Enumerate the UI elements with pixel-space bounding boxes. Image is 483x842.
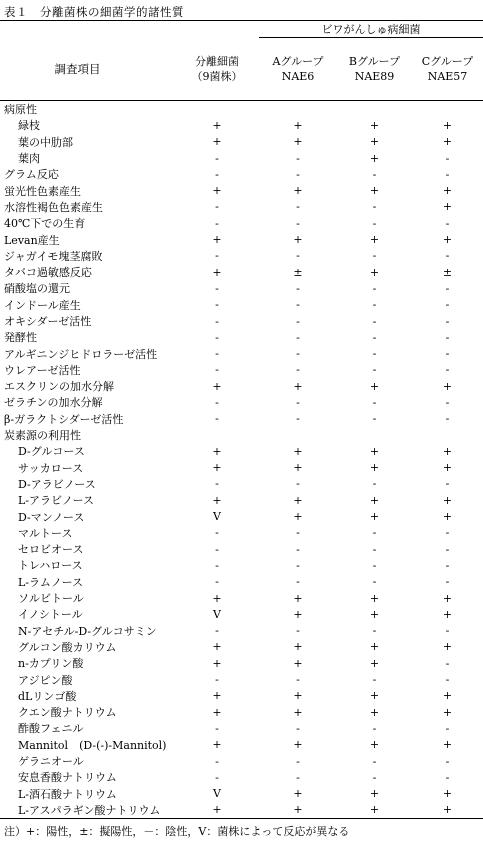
cell-value: +	[293, 640, 303, 654]
row-label: セロビオース	[18, 543, 84, 557]
cell-value: -	[372, 200, 377, 214]
cell-value	[175, 427, 259, 443]
cell-value: +	[442, 607, 453, 621]
cell-value: -	[372, 395, 377, 409]
table-row	[0, 557, 483, 573]
table-row	[0, 362, 483, 378]
cell-value: +	[369, 461, 380, 475]
cell-value: -	[372, 673, 377, 687]
cell-value: -	[215, 673, 219, 687]
cell-value: -	[372, 314, 377, 328]
table-row	[0, 215, 483, 231]
cell-value: -	[296, 754, 300, 768]
table-row	[0, 769, 483, 785]
row-label: グルコン酸カリウム	[18, 640, 117, 654]
cell-value: +	[369, 705, 380, 719]
cell-value: -	[296, 363, 300, 377]
cell-value: +	[442, 184, 453, 198]
cell-value: -	[296, 395, 300, 409]
cell-value: -	[372, 770, 377, 784]
cell-value: -	[372, 721, 377, 735]
cell-value: -	[215, 314, 219, 328]
row-label: 炭素源の利用性	[4, 429, 81, 443]
cell-value: -	[215, 330, 219, 344]
row-label: 40℃下での生育	[4, 217, 86, 231]
cell-value	[337, 101, 412, 118]
cell-value: +	[442, 510, 453, 524]
cell-value: -	[215, 216, 219, 230]
cell-value	[337, 427, 412, 443]
cell-value: +	[212, 705, 222, 719]
header-item-column: 調査項目	[0, 38, 175, 101]
cell-value: ±	[293, 265, 303, 279]
cell-value: +	[293, 705, 303, 719]
cell-value: -	[445, 249, 450, 263]
cell-value: +	[337, 802, 412, 819]
cell-value: +	[212, 461, 222, 475]
table-row	[0, 508, 483, 524]
group-title: ビワがんしゅ病細菌	[259, 21, 483, 38]
cell-value: +	[293, 493, 303, 507]
cell-value: +	[293, 233, 303, 247]
cell-value: -	[372, 298, 377, 312]
cell-value: -	[445, 151, 450, 165]
cell-value: -	[215, 412, 219, 426]
cell-value: -	[215, 249, 219, 263]
cell-value: +	[293, 738, 303, 752]
cell-value: -	[296, 151, 300, 165]
cell-value: +	[293, 461, 303, 475]
row-label: D-アラビノース	[18, 477, 96, 491]
cell-value: +	[212, 379, 222, 393]
row-label: 硝酸塩の還元	[4, 282, 70, 296]
header-row	[0, 38, 483, 101]
cell-value: +	[369, 656, 380, 670]
cell-value: -	[215, 347, 219, 361]
row-label: ソルビトール	[18, 592, 84, 606]
cell-value: -	[215, 542, 219, 556]
cell-value: +	[293, 591, 303, 605]
cell-value: -	[445, 281, 450, 295]
header-isolate-line1: 分離細菌	[195, 54, 239, 68]
table-row	[0, 720, 483, 736]
cell-value: -	[445, 673, 450, 687]
table-row	[0, 753, 483, 769]
row-label: アジピン酸	[18, 673, 73, 687]
table-row	[0, 199, 483, 215]
header-isolate-column	[175, 38, 259, 101]
cell-value: +	[442, 705, 453, 719]
cell-value: -	[445, 721, 450, 735]
row-label: β-ガラクトシダーゼ活性	[4, 412, 124, 426]
table-row	[0, 785, 483, 801]
row-label: トレハロース	[18, 559, 83, 573]
cell-value: -	[372, 347, 377, 361]
cell-value: -	[445, 558, 450, 572]
header-top-rule	[0, 21, 483, 38]
cell-value: +	[442, 591, 453, 605]
table-row	[0, 134, 483, 150]
cell-value: -	[296, 249, 300, 263]
cell-value: +	[212, 184, 222, 198]
cell-value: -	[372, 249, 377, 263]
cell-value: ±	[442, 265, 453, 279]
cell-value: +	[442, 233, 453, 247]
cell-value: +	[369, 738, 380, 752]
cell-value: +	[369, 118, 380, 132]
cell-value: -	[445, 526, 450, 540]
row-label: ゲラニオール	[18, 755, 84, 769]
table-caption: 表１ 分離菌株の細菌学的諸性質	[4, 5, 184, 19]
row-label: オキシダーゼ活性	[4, 315, 92, 328]
cell-value: +	[293, 689, 303, 703]
table-row	[0, 737, 483, 753]
cell-value: +	[442, 640, 453, 654]
row-label: ジャガイモ塊茎腐敗	[4, 249, 103, 263]
cell-value: -	[296, 200, 300, 214]
cell-value: +	[369, 265, 380, 279]
cell-value: -	[445, 477, 450, 491]
cell-value: -	[445, 216, 450, 230]
cell-value: -	[215, 200, 219, 214]
table-row	[0, 297, 483, 313]
header-group-a	[259, 38, 337, 101]
cell-value: +	[212, 738, 222, 752]
row-label: エスクリンの加水分解	[4, 380, 114, 394]
table-row	[0, 280, 483, 296]
cell-value	[412, 427, 483, 443]
row-label: 葉の中肋部	[18, 135, 73, 149]
cell-value: -	[445, 347, 450, 361]
cell-value: -	[296, 347, 300, 361]
table-row	[0, 427, 483, 443]
cell-value: -	[372, 526, 377, 540]
cell-value: -	[372, 477, 377, 491]
cell-value: -	[296, 216, 300, 230]
cell-value: -	[296, 542, 300, 556]
row-label: 安息香酸ナトリウム	[18, 771, 117, 785]
cell-value: +	[212, 444, 222, 458]
cell-value: +	[212, 591, 222, 605]
row-label: ウレアーゼ活性	[4, 363, 81, 377]
table-row	[0, 117, 483, 133]
cell-value: +	[293, 118, 303, 132]
cell-value: -	[215, 770, 219, 784]
row-label: 葉肉	[18, 152, 40, 166]
bacteriology-table	[0, 20, 483, 819]
table-row	[0, 101, 483, 118]
cell-value: V	[213, 607, 221, 621]
cell-value: -	[215, 151, 219, 165]
cell-value: -	[296, 477, 300, 491]
row-label: n-カプリン酸	[18, 657, 84, 671]
table-row	[0, 345, 483, 361]
row-label: N-アセチル-D-グルコサミン	[18, 624, 157, 638]
table-row	[0, 231, 483, 247]
cell-value: +	[212, 640, 222, 654]
table-row	[0, 182, 483, 198]
row-label: D-マンノース	[18, 510, 85, 524]
cell-value: -	[296, 721, 300, 735]
row-label: D-グルコース	[18, 445, 85, 459]
cell-value: +	[369, 591, 380, 605]
row-label: Mannitol (D-(-)-Mannitol)	[18, 738, 167, 752]
cell-value: +	[442, 689, 453, 703]
cell-value: +	[369, 151, 380, 165]
header-group-a-strain: NAE6	[281, 70, 315, 83]
cell-value: +	[442, 787, 453, 801]
cell-value: +	[442, 738, 453, 752]
cell-value: +	[293, 379, 303, 393]
cell-value: +	[293, 444, 303, 458]
cell-value: -	[372, 558, 377, 572]
cell-value: +	[442, 444, 453, 458]
cell-value: -	[445, 624, 450, 638]
table-row	[0, 688, 483, 704]
table-row	[0, 655, 483, 671]
cell-value: -	[445, 363, 450, 377]
row-label: 病原性	[4, 103, 37, 117]
cell-value	[259, 427, 337, 443]
cell-value	[259, 101, 337, 118]
row-label: 発酵性	[4, 331, 37, 345]
table-row	[0, 411, 483, 427]
cell-value	[175, 101, 259, 118]
table-row	[0, 623, 483, 639]
table-row	[0, 574, 483, 590]
table-row	[0, 166, 483, 182]
row-label: L-酒石酸ナトリウム	[18, 787, 117, 801]
table-row	[0, 492, 483, 508]
cell-value: +	[369, 379, 380, 393]
cell-value: -	[445, 754, 450, 768]
cell-value: +	[369, 135, 380, 149]
cell-value: -	[296, 330, 300, 344]
cell-value: +	[369, 607, 380, 621]
row-label: L-アスパラギン酸ナトリウム	[0, 802, 175, 819]
cell-value: +	[212, 135, 222, 149]
cell-value: -	[372, 542, 377, 556]
header-group-b-strain: NAE89	[354, 70, 395, 83]
cell-value: +	[212, 233, 222, 247]
cell-value: +	[442, 493, 453, 507]
cell-value: V	[213, 787, 221, 801]
row-label: イノシトール	[18, 608, 83, 622]
cell-value: -	[215, 558, 219, 572]
cell-value: -	[215, 395, 219, 409]
cell-value: +	[442, 135, 453, 149]
row-label: クエン酸ナトリウム	[18, 706, 117, 720]
cell-value: +	[293, 135, 303, 149]
cell-value: +	[442, 379, 453, 393]
cell-value: +	[369, 640, 380, 654]
table-row	[0, 313, 483, 329]
header-group-b-name: Bグループ	[348, 55, 401, 68]
table-row	[0, 590, 483, 606]
row-label: Levan産生	[4, 233, 60, 247]
cell-value: +	[369, 184, 380, 198]
row-label: サッカロース	[18, 461, 84, 475]
row-label: dLリンゴ酸	[18, 689, 77, 703]
row-label: 緑枝	[18, 119, 40, 133]
cell-value: -	[296, 314, 300, 328]
cell-value: +	[369, 689, 380, 703]
row-label: 酢酸フェニル	[18, 722, 84, 736]
row-label: マルトース	[18, 526, 73, 540]
row-label: インドール産生	[4, 298, 81, 312]
cell-value: -	[445, 167, 450, 181]
header-group-b	[337, 38, 412, 101]
cell-value: +	[442, 118, 453, 132]
cell-value: -	[372, 330, 377, 344]
cell-value: -	[296, 770, 300, 784]
cell-value: +	[293, 510, 303, 524]
table-row	[0, 150, 483, 166]
cell-value: -	[445, 314, 450, 328]
cell-value: -	[445, 395, 450, 409]
footnote: 注）+：陽性，±：擬陽性，－：陰性，V：菌株によって反応が異なる	[4, 825, 350, 838]
table-row	[0, 329, 483, 345]
cell-value: -	[372, 216, 377, 230]
header-group-c-name: Cグループ	[421, 55, 474, 68]
cell-value: +	[212, 656, 222, 670]
row-label: L-ラムノース	[18, 575, 84, 589]
table-row	[0, 394, 483, 410]
row-label: アルギニンジヒドロラーゼ活性	[4, 347, 158, 361]
table-row	[0, 802, 483, 819]
cell-value: -	[296, 281, 300, 295]
cell-value: -	[296, 298, 300, 312]
cell-value: -	[215, 477, 219, 491]
cell-value: -	[215, 298, 219, 312]
cell-value: -	[215, 624, 219, 638]
table-row	[0, 671, 483, 687]
header-group-a-name: Aグループ	[272, 55, 324, 68]
cell-value: -	[215, 721, 219, 735]
table-row	[0, 541, 483, 557]
cell-value: -	[445, 330, 450, 344]
cell-value: +	[442, 461, 453, 475]
row-label: L-アラビノース	[18, 494, 95, 508]
header-group-c	[412, 38, 483, 101]
cell-value: -	[296, 167, 300, 181]
cell-value: -	[215, 281, 219, 295]
cell-value: -	[445, 542, 450, 556]
cell-value	[412, 101, 483, 118]
cell-value: -	[215, 575, 219, 589]
row-label: 水溶性褐色色素産生	[4, 200, 103, 214]
cell-value: +	[293, 787, 303, 801]
table-row	[0, 460, 483, 476]
cell-value: -	[296, 558, 300, 572]
table-row	[0, 443, 483, 459]
cell-value: -	[215, 754, 219, 768]
cell-value: -	[372, 363, 377, 377]
row-label: グラム反応	[4, 168, 59, 182]
cell-value: -	[296, 624, 300, 638]
cell-value: +	[369, 493, 380, 507]
header-group-c-strain: NAE57	[427, 70, 468, 83]
cell-value: -	[445, 412, 450, 426]
cell-value: +	[212, 118, 222, 132]
cell-value: -	[372, 281, 377, 295]
cell-value: +	[212, 689, 222, 703]
cell-value: -	[372, 754, 377, 768]
cell-value: +	[293, 656, 303, 670]
cell-value: +	[293, 607, 303, 621]
cell-value: +	[212, 265, 222, 279]
table-body	[0, 101, 483, 819]
cell-value: -	[372, 412, 377, 426]
cell-value: -	[372, 624, 377, 638]
cell-value: +	[293, 184, 303, 198]
cell-value: -	[296, 673, 300, 687]
cell-value: -	[296, 575, 300, 589]
table-row	[0, 606, 483, 622]
cell-value: +	[369, 787, 380, 801]
cell-value: +	[412, 802, 483, 819]
cell-value: -	[445, 575, 450, 589]
cell-value: -	[445, 298, 450, 312]
cell-value: -	[215, 167, 219, 181]
cell-value: +	[369, 233, 380, 247]
cell-value: +	[175, 802, 259, 819]
cell-value: -	[372, 575, 377, 589]
table-row	[0, 639, 483, 655]
cell-value: -	[445, 770, 450, 784]
row-label: タバコ過敏感反応	[4, 266, 92, 280]
table-row	[0, 704, 483, 720]
cell-value: -	[296, 526, 300, 540]
cell-value: +	[259, 802, 337, 819]
cell-value: -	[215, 526, 219, 540]
cell-value: +	[369, 444, 380, 458]
table-row	[0, 378, 483, 394]
row-label: ゼラチンの加水分解	[4, 396, 103, 410]
cell-value: -	[215, 363, 219, 377]
cell-value: V	[213, 510, 221, 524]
table-row	[0, 248, 483, 264]
table-row	[0, 525, 483, 541]
header-isolate-line2: （9菌株）	[191, 69, 243, 83]
cell-value: -	[296, 412, 300, 426]
cell-value: +	[369, 510, 380, 524]
cell-value: +	[212, 493, 222, 507]
table-row	[0, 476, 483, 492]
cell-value: -	[372, 167, 377, 181]
cell-value: +	[442, 200, 453, 214]
row-label: 蛍光性色素産生	[4, 184, 81, 198]
cell-value: -	[445, 656, 450, 670]
table-row	[0, 264, 483, 280]
